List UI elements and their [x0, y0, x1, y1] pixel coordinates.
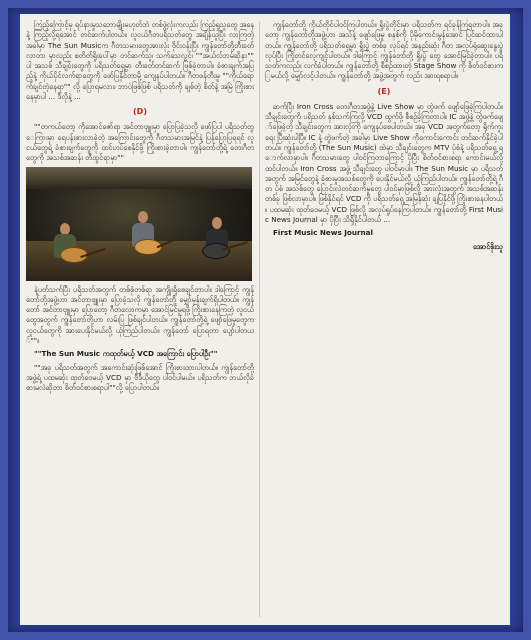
paragraph-closing-left: ""အခု ပရိသတ်အတွက် အကောင်းဆုံးဖြစ်အောင် ကြိုးစားထားပါတယ်။ ကျွန်တော်တို့ အဖွဲ့ရဲ့ ပထမဆုံး ထုတ်ဝေမယ့် VCD မှာ ဗီဒီယိုတွေ ပါဝင်ပါမယ်။ ပရိသတ်က ဘယ်လိုခံစားမလဲဆိုတာ စိတ်ဝင်စားစရာပါ""လို့ ပြောပါတယ်။ [26, 362, 254, 393]
journal-name: First Music News Journal [273, 228, 373, 238]
paragraph-section-e: ဆက်ပြီး Iron Cross တေးဂီတအဖွဲ့နဲ့ Live Show မှာ တွဲဖက် ဖျော်ဖြေခဲ့ကြပါတယ်။ သီချင်းတွေကို ပရိသတ် နှစ်သက်ကြလို့ VCD ထွက်ဖို့ စီစဉ်ခဲ့ကြတာပါ။ IC အဖွဲ့နဲ့ တွဲဖက်ဖျော်ဖြေခဲ့တဲ့ သီချင်းတွေက အားလုံးကို ကျေနပ်စေပါတယ်။ အခု VCD အတွက်တော့ ရိုက်ကူးရေး ပြီးဆုံးပါပြီ။ IC နဲ့ တွဲဖက်တဲ့ အခါမှာ Live Show ကိုကောင်းကောင်း တင်ဆက်နိုင်ခဲ့ပါတယ်။ ကျွန်တော်တို့ (The Sun Music) ထဲမှာ သီချင်းတွေက MTV ပုံစံနဲ့ ပရိသတ်ရှေ့ ရောက်လာမှာပါ။ ဂီတသမားတွေ ပါဝင်ကြတာကြောင့် ပိုပြီး စိတ်ဝင်စားစရာ ကောင်းမယ်လို့ ထင်ပါတယ်။ Iron Cross အဖွဲ့ သီချင်းတွေ ပါဝင်မှာပါ။ The Sun Music မှာ ပရိသတ်အတွက် အမြင်တွေနဲ့ ခံစားမှုအသစ်တွေကို ပေးနိုင်မယ်လို့ ယုံကြည်ပါတယ်။ ကျွန်တော်တို့ရဲ့ ဂီတ ပုံစံ အသစ်တွေ ပြောင်းလဲတင်ဆက်မှုတွေ ပါဝင်မှာဖြစ်လို့ အားလုံးအတွက် အသစ်အဆန်း တစ်ခု ဖြစ်လာမှာပါ။ ဖြစ်နိုင်ရင် VCD ကို ပရိသတ်ရှေ့ အမြန်ဆုံး ချပြနိုင်ဖို့ ကြိုးစားနေပါတယ်။ ပထမဆုံး ထုတ်ဝေမယ့် VCD ဖြစ်လို့ အလုပ်ရှုပ်နေကြပါတယ်။ ကျွန်တော်တို့ First Music News Journal မှာ ပိုပြီး သိရှိနိုင်ပါတယ် ... [265, 101, 503, 225]
magazine-page [20, 14, 510, 625]
paragraph-right-top: ကျွန်တော်တို့ ကိုယ်တိုင်ပါဝင်ကြပါတယ်။ ရှိုးပွဲတိုင်းမှာ ပရိသတ်က ရင်ခုန်ကြရတာပါ။ အခုတော့ ကျွန်တော်တို့အဖွဲ့ဟာ အသံနဲ့ ဖျော်ဖြေမှု စနစ်ကို ပိုမိုကောင်းမွန်အောင် ပြင်ဆင်ထားပါတယ်။ ကျွန်တော်တို့ ပရိသတ်ရှေ့မှာ ရှိုးပွဲ တစ်ခု လုပ်ရင် အနည်းဆုံး ဂီတ အလုပ်ရုံဆွေးနွေးပွဲ လုပ်ပြီး ကြိုတင်လေ့ကျင့်ပါတယ်။ ဒါကြောင့် ကျွန်တော်တို့ ရှိုးပွဲ တွေ အောင်မြင်ခဲ့တာပါ။ ပရိသတ်ကလည်း လက်ခံပါတယ်။ ကျွန်တော်တို့ စီစဉ်ထားတဲ့ Stage Show ကို စိတ်ဝင်စားကြမယ်လို့ မျှော်လင့်ပါတယ်။ ကျွန်တော်တို့ အဖွဲ့အတွက် လည်း အားရစရာပါ။ [265, 20, 503, 81]
paragraph-section-d: ""တကယ်တော့ ကိုအောင်ဇော်ရာ အင်တာဗျူးမှာ ပြောပြခဲ့သလို ဖော်ပြပါ ပရိသတ်တွေကြားမှာ ရေပန်းစားလာခဲ့တဲ့ အကြောင်းတွေကို ဂီတသမားအမြင်နဲ့ ပြန်ပြောပြရရင် လူငယ်တွေရဲ့ ခံစားချက်တွေကို ထင်ဟပ်စေနိုင်ဖို့ ကြိုးစားခဲ့တာပါ။ ကျွန်တော်တို့ရဲ့ တေးဂီတတွေကို အသစ်အဆန်း တီထွင်ရာမှာ"" [26, 122, 254, 163]
musician-center [118, 211, 174, 271]
left-column [26, 20, 254, 619]
musician-right [194, 215, 246, 271]
paragraph-vcd-question: ""The Sun Music ကထုတ်မယ့် VCD အကြောင်း ပြောပါဦး"" [34, 349, 218, 359]
section-marker-d: (D) [133, 107, 147, 117]
author-signature: အောင်စိုးသူ [473, 241, 503, 251]
paragraph-intro: ကြည့်ကြောင့်မှ ရပ်နားမှုသဘောမျိုးမဟုတ်ဘဲ တစ်ဖွဲ့လုံးကလည်း ကြည့်ရှုသူတွေ အနေနဲ့ ကြည့်လို့ရအောင် တင်ဆက်ပါတယ်။ လူငယ်ဂီတပရိသတ်တွေ အချိန်ယူပြီး လာကြတဲ့ အခါမှာ The Sun Musicက ဂီတသမားတွေအားလုံး ဝိုင်းဝန်းပြီး ကျွန်တော်တို့တီးခတ်လာတာ မှာလည်း စတိတ်ရှိုးပေါ်မှာ တင်ဆက်သူ၊ သက်သေလွင်၊ ""အယ်လ်ဘမ်ဆိုနာ"" ပါ အသစ် သီချင်းတွေကို ပရိသတ်ရှေ့မှာ တီးခတ်တင်ဆက် ဖြစ်ခဲ့တာပါ။ ခံစားချက်အပြည့်နဲ့ ကိုယ်ပိုင်လက်ရာတွေကို ဖော်ပြနိုင်တာမို့ ကျေနပ်ပါတယ်။ ဂီတဖန်တီးမှု ""ကိုယ်ရောက်ချင်တဲ့နေရာ"" လို့ ပြောရမလား၊ ဘာပဲဖြစ်ဖြစ် ပရိသတ်ကို ချစ်တဲ့ စိတ်နဲ့ အမြဲ ကြိုးစားနေမှာပါ ... ဒီလိုနဲ့ ... [26, 20, 254, 102]
musician-left [46, 221, 96, 271]
paragraph-after-photo: နဲ့ပတ်သက်ပြီး ပရိသတ်အတွက် တစ်စုံတစ်ရာ အကျိုးရှိစေချင်တာပါ။ ဒါကြောင့် ကျွန်တော်တို့အဖွဲ့ဟာ အင်တာဗျူးမှာ ပြောခဲ့သလို ကျွန်တော်တို့ မျှော်မှန်းချက်ရှိပါတယ်။ ကျွန်တော် အင်တာဗျူးမှာ ပြောတော့ ဂီတလောကမှာ အောင်မြင်မှုရဖို့ ကြိုးစားနေကြတဲ့ လူငယ်တွေအတွက် ကျွန်တော်တို့ဟာ လမ်းပြ ဖြစ်ချင်ပါတယ်။ ကျွန်တော်တို့ရဲ့ ဖျော်ဖြေမှုတွေက လူငယ်တွေကို အားပေးနိုင်မယ်လို့ ယုံကြည်ပါတယ်။ ကျွန်တော် ပြောရတာ ပျော်ပါတယ်""။ [26, 284, 254, 346]
concert-photo [26, 167, 252, 281]
section-marker-e: (E) [377, 86, 391, 96]
right-column [265, 20, 503, 619]
column-divider [259, 22, 260, 617]
stage-curtain [26, 167, 252, 189]
